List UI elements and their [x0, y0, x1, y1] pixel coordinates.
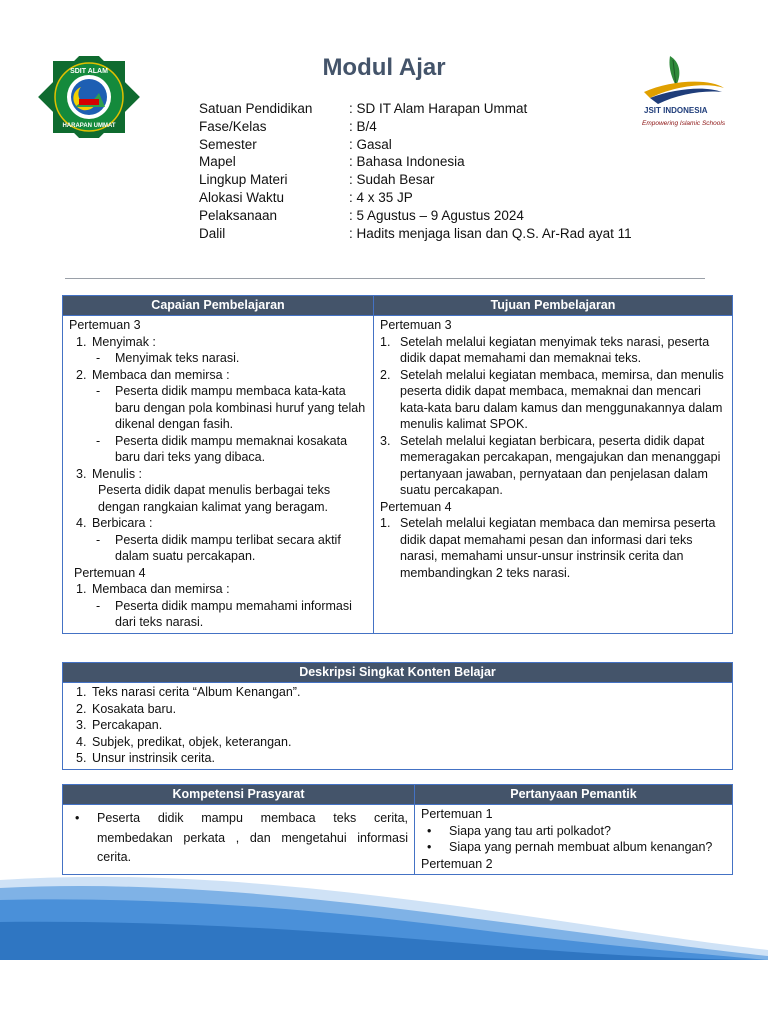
- list-subitem: - Peserta didik mampu memaknai kosakata baru dari teks yang dibaca.: [96, 433, 348, 464]
- meeting-label: Pertemuan 3: [380, 318, 452, 332]
- meeting-label: Pertemuan 1: [421, 807, 493, 821]
- list-subitem: Peserta didik dapat menulis berbagai teks dengan rangkaian kalimat yang beragam.: [98, 483, 331, 514]
- list-item: 3. Percakapan.: [76, 718, 163, 732]
- info-label: Dalil: [199, 225, 226, 241]
- info-row: [199, 225, 632, 243]
- list-item: 1. Teks narasi cerita “Album Kenangan”.: [76, 685, 301, 699]
- info-row: [199, 136, 632, 154]
- info-value: : Bahasa Indonesia: [349, 154, 465, 170]
- list-item: 2. Setelah melalui kegiatan membaca, memirsa, dan menulis peserta didik dapat membaca, memaknai dan mencari kata-kata baru dalam kamus dan menggunakannya dalam menulis kalimat SPOK.: [380, 367, 724, 431]
- list-item: • Siapa yang tau arti polkadot?: [427, 823, 611, 838]
- list-item: 1. Membaca dan memirsa :: [76, 582, 230, 596]
- info-label: Semester: [199, 136, 257, 152]
- meeting-label: Pertemuan 4: [74, 565, 146, 580]
- list-item: 2. Kosakata baru.: [76, 701, 177, 716]
- info-row: [199, 118, 632, 136]
- cp-header: Capaian Pembelajaran: [63, 296, 374, 316]
- list-item: 3. Menulis :: [76, 466, 143, 481]
- konten-table: [62, 662, 733, 770]
- info-row: [199, 171, 632, 189]
- jsit-brand: JSIT INDONESIA: [644, 106, 708, 115]
- list-subitem: - Peserta didik mampu memahami informasi dari teks narasi.: [96, 598, 352, 629]
- list-item: 2. Membaca dan memirsa :: [76, 367, 230, 382]
- meeting-label: Pertemuan 4: [380, 499, 452, 514]
- feather-swoosh-icon: [640, 52, 740, 108]
- info-value: : 4 x 35 JP: [349, 189, 413, 205]
- info-label: Lingkup Materi: [199, 172, 288, 188]
- meeting-label: Pertemuan 2: [421, 856, 493, 871]
- tp-cell: [374, 316, 733, 634]
- list-subitem: - Peserta didik mampu membaca kata-kata baru dengan pola kombinasi huruf yang telah dikenal dengan fasih.: [96, 384, 366, 431]
- jsit-logo: [640, 52, 740, 132]
- info-value: : Sudah Besar: [349, 172, 435, 188]
- info-row: [199, 100, 632, 118]
- info-label: Fase/Kelas: [199, 118, 267, 134]
- list-item: 1. Setelah melalui kegiatan menyimak teks narasi, peserta didik dapat memahami dan memaknai teks.: [380, 334, 710, 365]
- info-label: Satuan Pendidikan: [199, 101, 313, 116]
- info-row: [199, 189, 632, 207]
- info-value: : SD IT Alam Harapan Ummat: [349, 101, 528, 116]
- list-item: 4. Berbicara :: [76, 516, 153, 530]
- tp-header: Tujuan Pembelajaran: [374, 296, 733, 316]
- info-value: : 5 Agustus – 9 Agustus 2024: [349, 207, 524, 223]
- kp-header: Kompetensi Prasyarat: [63, 785, 415, 805]
- info-label: Pelaksanaan: [199, 207, 278, 223]
- list-item: • Peserta didik mampu membaca teks cerita, membedakan perkata , dan mengetahui informasi cerita.: [75, 811, 408, 864]
- divider: [65, 278, 705, 279]
- info-value: : Gasal: [349, 136, 392, 152]
- list-subitem: - Peserta didik mampu terlibat secara aktif dalam suatu percakapan.: [96, 532, 341, 563]
- list-item: 5. Unsur instrinsik cerita.: [76, 751, 215, 765]
- list-item: • Siapa yang pernah membuat album kenangan?: [427, 840, 713, 854]
- logo-bottom-text: HARAPAN UMMAT: [62, 123, 116, 129]
- list-item: 3. Setelah melalui kegiatan berbicara, peserta didik dapat memeragakan percakapan, mengajukan dan menanggapi pertanyaan jawaban, pernyataan dan penjelasan dalam suatu percakapan.: [380, 433, 721, 497]
- konten-header: Deskripsi Singkat Konten Belajar: [63, 663, 733, 683]
- list-subitem: - Menyimak teks narasi.: [96, 351, 240, 365]
- info-label: Alokasi Waktu: [199, 189, 285, 205]
- pp-header: Pertanyaan Pemantik: [415, 785, 733, 805]
- list-item: 1. Setelah melalui kegiatan membaca dan memirsa peserta didik dapat memahami pesan dan informasi dari teks narasi, memahami unsur-unsur instrinsik cerita dan membandingkan 2 teks narasi.: [380, 516, 716, 580]
- info-value: : B/4: [349, 118, 377, 134]
- info-row: [199, 153, 632, 171]
- info-value: : Hadits menjaga lisan dan Q.S. Ar-Rad ayat 11: [349, 225, 632, 241]
- list-item: 4. Subjek, predikat, objek, keterangan.: [76, 734, 292, 749]
- decorative-wave: [0, 860, 768, 960]
- list-item: 1. Menyimak :: [76, 334, 156, 349]
- info-row: [199, 207, 632, 225]
- meeting-label: Pertemuan 3: [69, 318, 141, 332]
- logo-top-text: SDIT ALAM: [70, 68, 108, 75]
- page-title: Modul Ajar: [322, 54, 446, 81]
- cp-cell: [63, 316, 374, 634]
- cp-tp-table: [62, 295, 733, 634]
- info-label: Mapel: [199, 154, 236, 170]
- module-info: [199, 100, 632, 242]
- jsit-tagline: Empowering Islamic Schools: [642, 120, 726, 127]
- sdit-alam-logo: [36, 56, 142, 138]
- konten-cell: [63, 683, 733, 770]
